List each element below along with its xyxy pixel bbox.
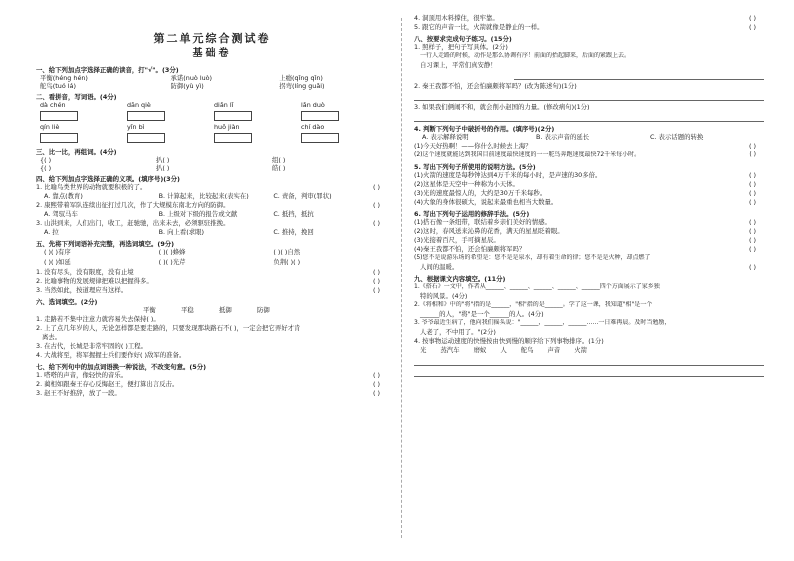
section-4-heading: 四、给下列加点字选择正确的义项。(填序号)(3分): [36, 175, 180, 184]
question: (1)今天好热啊！——你什么时候去上海？ ( ): [414, 142, 764, 151]
fill-row-2: ( )( )如延 ( )( )光芹 负荆( )( ): [44, 258, 301, 267]
question: 3. 赵王不好推辞，放了一段。 ( ): [36, 389, 388, 398]
right-column: [414, 14, 764, 379]
section-2-row-2: [36, 123, 388, 145]
section-5-heading: 五、先将下列词语补充完整，再选词填空。(9分): [36, 240, 175, 249]
compare-item[interactable]: 扒( ): [156, 156, 170, 165]
answer-paren[interactable]: ( ): [372, 183, 380, 192]
question: 1. 嗒嗒的声音，像轻快的音乐。 ( ): [36, 371, 388, 380]
section-3-row-2: [36, 164, 388, 172]
question: 2. 比喻事物的发展规律把难以把握得多。 ( ): [36, 277, 388, 286]
pinyin-choice[interactable]: 拐弯(líng guǎi): [279, 82, 325, 91]
question: 3. 如果我们俩闹不和，就会削小赵国的力量。(修改病句)(1分): [414, 103, 590, 111]
answer-paren[interactable]: ( ): [748, 198, 756, 206]
sort-item: 磨蚁: [473, 346, 487, 354]
question: (2)这个速度就能达到我国目前速度最快速度的一一舵鸟奔跑速度最快72千米每小时。 ( ): [414, 151, 764, 160]
answer-box[interactable]: [127, 111, 165, 121]
sort-item: 蒸汽车: [440, 346, 460, 354]
answer-paren[interactable]: ( ): [372, 389, 380, 398]
question: 1. 比喻鸟类世界的动物就要积极的了。 ( ): [36, 183, 388, 192]
pinyin-choice[interactable]: 上瘾(qǐng qǐn): [279, 74, 323, 83]
option-row: A. 表示解释说明 B. 表示声音的延长 C. 表示话题的转换: [422, 133, 704, 141]
question: 1. 没有尽头，没有限度，没有止境 ( ): [36, 268, 388, 277]
question: 4. 按事物运动速度的快慢按由快到慢的顺序给下列事物排序。(1分): [414, 337, 604, 345]
word-bank: 平衡 平稳 抵御 防御: [143, 306, 270, 315]
pinyin-choice[interactable]: 防御(yù yì): [170, 82, 204, 91]
compare-item[interactable]: 扒( ): [156, 164, 170, 173]
question: (3)光接着百尺，手可摘星辰。 ( ): [414, 236, 764, 245]
question: (3)光的速度最惊人的，大约是30万千米每秒。 ( ): [414, 189, 764, 198]
question: 5. 跟它的声音一比，火箭就像是静止的一样。 ( ): [414, 23, 764, 32]
answer-paren[interactable]: ( ): [748, 236, 756, 244]
pinyin-choice[interactable]: 承诺(nuò luò): [170, 74, 213, 83]
question-cont: 离去。: [42, 333, 62, 342]
page-title: 第二单元综合测试卷: [153, 32, 271, 45]
compare-item[interactable]: {( ): [40, 156, 52, 165]
question: 3. 山洪到来，人们出门，收工，赶驰驰，出来未去，必须驱驻推挽。 ( ): [36, 219, 388, 228]
answer-paren[interactable]: ( ): [372, 219, 380, 228]
question: 4. 大战将至，将军握握士兵们要作好( )敌军的准备。: [36, 351, 186, 360]
answer-box[interactable]: [214, 133, 252, 143]
answer-paren[interactable]: ( ): [372, 201, 380, 210]
question: 2. 秦王我都不怕，还会怕廉颇将军吗？(改为陈述句)(1分): [414, 82, 577, 90]
pinyin-text: dān qiè: [127, 101, 151, 110]
pinyin-text: qín liè: [40, 123, 60, 132]
sort-item: 火箭: [574, 346, 588, 354]
option-row: A. 驾驭马车 B. 上级对下级的报告或文献 C. 抵挡，抵抗: [44, 210, 314, 219]
question: 3. 爷爷最近生病了，他向我们摇头说："______，______，______……一日难再晨。及时当勉励，: [414, 319, 671, 326]
question: (2)这时，春风送来沁鼻的花香，满天的星星眨着眼。 ( ): [414, 227, 764, 236]
pinyin-text: lǎn duò: [301, 101, 325, 110]
answer-box[interactable]: [301, 111, 339, 121]
pinyin-text: chí dào: [301, 123, 325, 132]
question: 2.《将相和》中的"将"指的是______，"相"指的是______。学了这一课，我知道"相"是一个: [414, 301, 653, 308]
answer-paren[interactable]: ( ): [372, 371, 380, 380]
answer-paren[interactable]: ( ): [748, 142, 756, 150]
answer-line[interactable]: [514, 71, 764, 80]
section-12-heading: 九、根据课文内容填空。(11分): [414, 275, 506, 283]
question: 1.《搭石》一文中，作者从______、______、______、______、______四个方面展示了家乡独: [414, 283, 660, 290]
answer-paren[interactable]: ( ): [748, 227, 756, 235]
section-1-row-2: [36, 82, 388, 90]
answer-paren[interactable]: ( ): [748, 245, 756, 253]
answer-line[interactable]: [414, 368, 764, 377]
answer-paren[interactable]: ( ): [372, 286, 380, 295]
question: 2. 蔺相如跟秦王存心反悔赵王，便打算出言反击。 ( ): [36, 380, 388, 389]
section-2-heading: 二、看拼音，写词语。(4分): [36, 93, 117, 102]
option-row: A. 靠点(教育) B. 计算起来，比较起来(表实在) C. 责备，判审(罪状): [44, 192, 332, 201]
question: 2. 康熙带着军队连续出征打过几次，作了大规模东南北方向的防御。 ( ): [36, 201, 388, 210]
section-11-heading: 6. 写出下列句子运用的修辞手法。(5分): [414, 210, 530, 218]
answer-box[interactable]: [40, 133, 78, 143]
compare-item[interactable]: 组( ): [272, 156, 286, 165]
answer-box[interactable]: [40, 111, 78, 121]
page-subtitle: 基础卷: [192, 47, 232, 59]
question-cont: 人间的温暖。 ( ): [414, 263, 764, 272]
answer-box[interactable]: [214, 111, 252, 121]
pinyin-text: diǎn lǐ: [214, 101, 234, 110]
pinyin-choice[interactable]: 平衡(héng hén): [40, 74, 88, 83]
pinyin-text: dà chén: [40, 101, 66, 110]
compare-item[interactable]: 皓( ): [272, 164, 286, 173]
option-row: A. 拉 B. 向上看(求眼) C. 推持，挽回: [44, 228, 314, 237]
section-3-heading: 三、比一比，再组词。(4分): [36, 148, 117, 157]
question: 4. 洞顶用木料撑住，很牢靠。 ( ): [414, 14, 764, 23]
answer-box[interactable]: [127, 133, 165, 143]
pinyin-text: huǒ jiàn: [214, 123, 240, 132]
question: (4)大象的身体很硕大，说起来最重也相当大数量。 ( ): [414, 198, 764, 207]
question-cont: 人老了，不中用了。"(2分): [420, 328, 496, 336]
answer-paren[interactable]: ( ): [748, 180, 756, 188]
answer-line[interactable]: [414, 357, 764, 366]
sort-items: [414, 346, 764, 356]
column-divider: [401, 18, 402, 538]
sort-item: 声音: [547, 346, 561, 354]
left-column: [36, 14, 388, 398]
answer-paren[interactable]: ( ): [748, 14, 756, 22]
example-sentence: 一行人走路的时候，动作是那么协调有序！前面的抬起脚来，后面的紧跟上去。: [420, 52, 631, 59]
answer-line[interactable]: [414, 92, 764, 101]
section-6-heading: 六、选词填空。(2分): [36, 298, 98, 307]
question: (1)搭石像一条纽带，联结着乡亲们美好的情感。 ( ): [414, 218, 764, 227]
answer-paren[interactable]: ( ): [372, 277, 380, 286]
question: 3. 在古代，长城是非常牢固的( )工程。: [36, 342, 148, 351]
section-7-heading: 七、给下列句中的加点词语换一种说法，不改变句意。(5分): [36, 363, 207, 372]
question: 1. 照样子，把句子写具体。(2分): [414, 43, 508, 51]
question-cont: ______的人，"将"是一个______的人。(4分): [420, 310, 544, 318]
question: (1)火箭的速度是每秒钟达到4万千米的每小时，是声速的30多倍。 ( ): [414, 171, 764, 180]
question: 3. 当然如此，按道理应当这样。 ( ): [36, 286, 388, 295]
question: (4)秦王我都不怕，还会怕廉颇将军吗？ ( ): [414, 245, 764, 254]
section-1-row-1: [36, 74, 388, 82]
question: (5)您不是说游乐场的希望是：您不是是泉水，却有着生命的律；您不是是火种，却点燃了: [414, 254, 651, 261]
question-cont: 特的风景。(4分): [420, 292, 468, 300]
sort-item: 光: [420, 346, 427, 354]
answer-paren[interactable]: ( ): [748, 189, 756, 197]
answer-paren[interactable]: ( ): [748, 171, 756, 179]
pinyin-choice[interactable]: 舵鸟(tuó lá): [40, 82, 76, 91]
answer-box[interactable]: [301, 133, 339, 143]
fill-row-1: ( )( )有序 ( )( )蜂蜂 ( )( )自然: [44, 248, 301, 257]
answer-paren[interactable]: ( ): [748, 263, 756, 271]
question: 2. 上了点几年岁的人，无论怎样都是要走路的，只要发现那块路石不( )，一定会把它弄好才肯: [36, 324, 301, 333]
section-3-row-1: [36, 156, 388, 164]
sort-item: 舵鸟: [520, 346, 534, 354]
section-1-heading: 一、给下列加点字选择正确的读音，打"√"。(3分): [36, 66, 179, 75]
answer-paren[interactable]: ( ): [372, 380, 380, 389]
pinyin-text: yǐn bì: [127, 123, 145, 132]
section-9-heading: 4. 判断下列句子中破折号的作用。(填序号)(2分): [414, 125, 555, 133]
answer-paren[interactable]: ( ): [748, 23, 756, 31]
answer-paren[interactable]: ( ): [372, 268, 380, 277]
compare-item[interactable]: {( ): [40, 164, 52, 173]
section-2-row-1: [36, 101, 388, 123]
question: 自习课上，平常们真安静！: [420, 61, 497, 69]
sort-item: 人: [500, 346, 507, 354]
section-10-heading: 5. 写出下列句子所使用的说明方法。(5分): [414, 163, 536, 171]
answer-line[interactable]: [414, 113, 764, 122]
question: 1. 走路若不集中注意力就容易失去保持( )。: [36, 315, 160, 324]
answer-paren[interactable]: ( ): [749, 151, 756, 158]
question: (2)这星体是天空中一种称为小天体。 ( ): [414, 180, 764, 189]
answer-paren[interactable]: ( ): [748, 218, 756, 226]
section-8-heading: 八、按要求完成句子练习。(15分): [414, 35, 512, 43]
